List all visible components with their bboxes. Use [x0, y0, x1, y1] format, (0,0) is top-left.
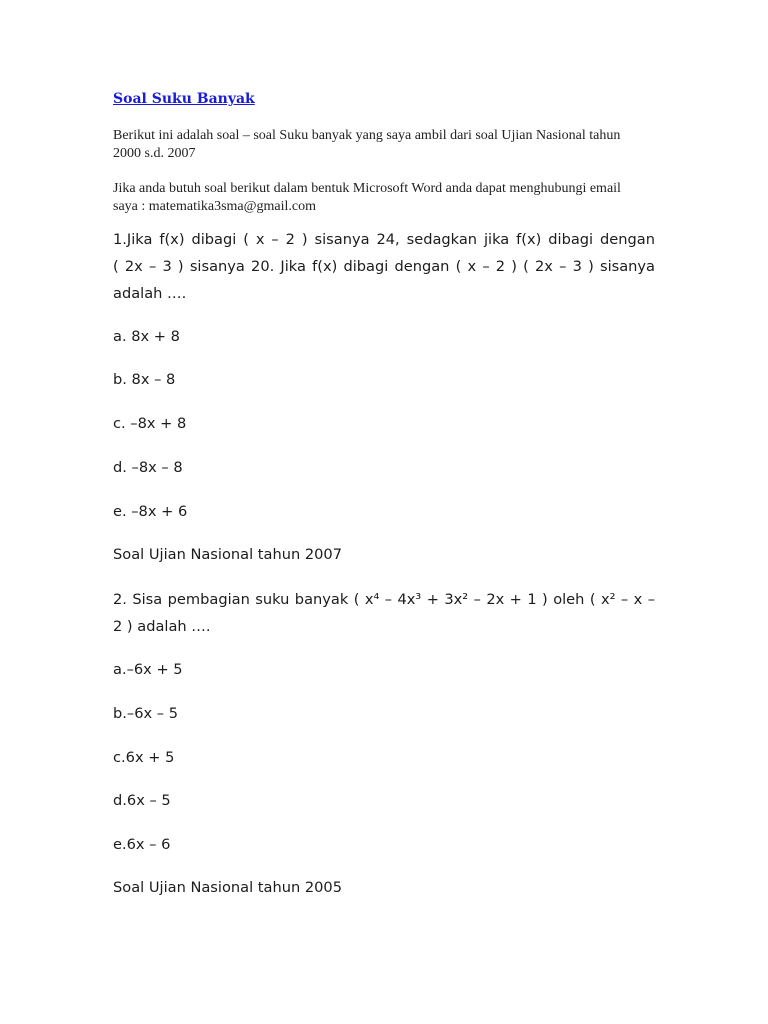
question-2-option-e: e.6x – 6 [113, 836, 171, 853]
question-1-option-d: d. –8x – 8 [113, 459, 183, 476]
intro-line: saya : matematika3sma@gmail.com [113, 199, 316, 214]
question-1-option-b: b. 8x – 8 [113, 371, 176, 388]
question-1-line: adalah …. [113, 285, 187, 302]
question-1-option-c: c. –8x + 8 [113, 415, 187, 432]
question-1-option-a: a. 8x + 8 [113, 328, 180, 345]
question-2-option-c: c.6x + 5 [113, 749, 175, 766]
question-2-line: 2. Sisa pembagian suku banyak ( x⁴ – 4x³ + 3x² – 2x + 1 ) oleh ( x² – x – [113, 591, 655, 608]
intro-paragraph-contact [113, 180, 658, 216]
question-2-option-d: d.6x – 5 [113, 792, 171, 809]
question-1-source: Soal Ujian Nasional tahun 2007 [113, 546, 342, 563]
intro-line: 2000 s.d. 2007 [113, 146, 196, 161]
question-2-line: 2 ) adalah …. [113, 618, 211, 635]
question-2-option-b: b.–6x – 5 [113, 705, 178, 722]
question-2-option-a: a.–6x + 5 [113, 661, 183, 678]
question-1-option-e: e. –8x + 6 [113, 503, 188, 520]
intro-line: Jika anda butuh soal berikut dalam bentuk Microsoft Word anda dapat menghubungi email [113, 181, 621, 196]
intro-paragraph-source [113, 127, 658, 163]
question-1-line: 1.Jika f(x) dibagi ( x – 2 ) sisanya 24, sedagkan jika f(x) dibagi dengan [113, 231, 655, 248]
question-1-line: ( 2x – 3 ) sisanya 20. Jika f(x) dibagi dengan ( x – 2 ) ( 2x – 3 ) sisanya [113, 258, 655, 275]
intro-line: Berikut ini adalah soal – soal Suku banyak yang saya ambil dari soal Ujian Nasional tahun [113, 128, 621, 143]
document-title-link[interactable]: Soal Suku Banyak [113, 91, 255, 107]
question-2-source: Soal Ujian Nasional tahun 2005 [113, 879, 342, 896]
